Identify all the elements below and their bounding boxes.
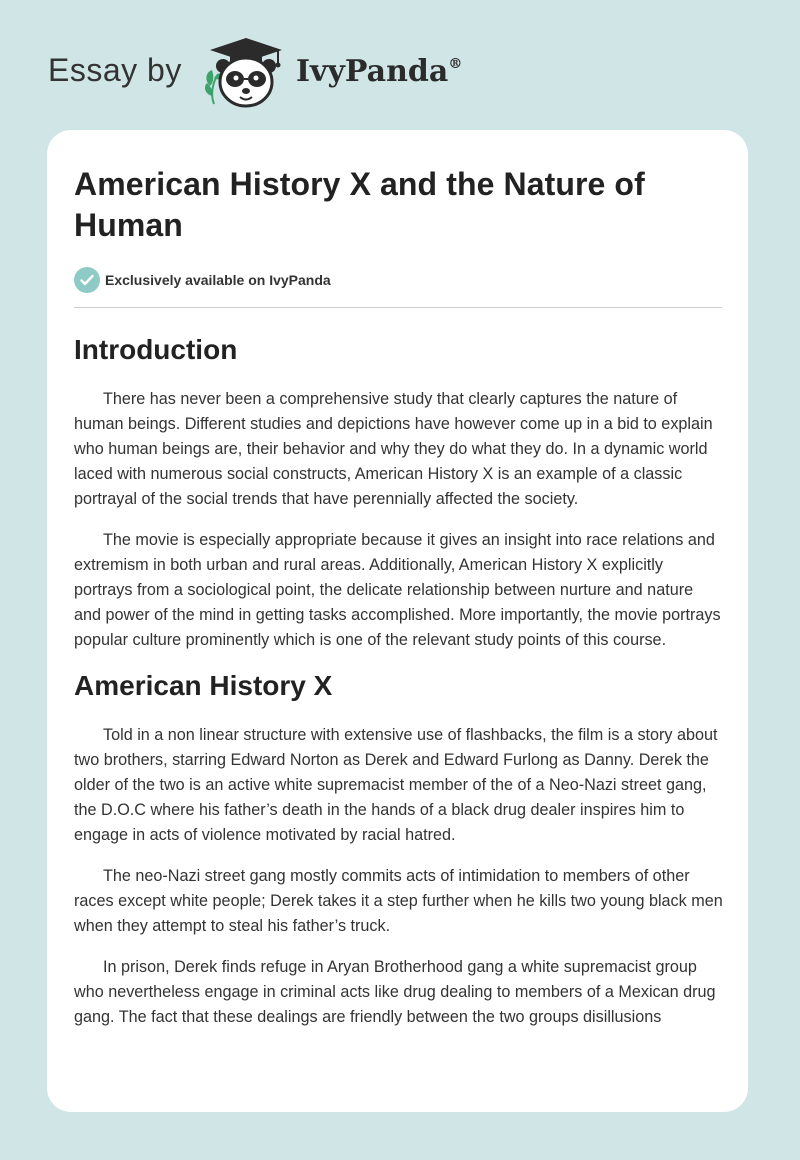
paragraph: In prison, Derek finds refuge in Aryan Brotherhood gang a white supremacist group who nevertheless engage in criminal acts like drug dealing to members of a Mexican drug gang. The fact that these dealings are friendly between the two groups disillusions [74, 958, 716, 1026]
section-heading-american-history-x: American History X [74, 670, 333, 701]
site-header [0, 0, 800, 130]
paragraph: There has never been a comprehensive study that clearly captures the nature of human beings. Different studies and depictions have however come up in a bid to explain who human beings are, their behavior and why they do what they do. In a dynamic world laced with numerous social constructs, American History X is an example of a classic portrayal of the social trends that have perennially affected the society. [74, 390, 713, 508]
ivypanda-logo-icon[interactable] [200, 34, 292, 110]
page-title: American History X and the Nature of Human [74, 166, 645, 243]
exclusive-badge [74, 266, 722, 294]
divider [74, 307, 722, 308]
registered-mark: ® [448, 56, 463, 72]
paragraph: The neo-Nazi street gang mostly commits acts of intimidation to members of other races except white people; Derek takes it a step further when he kills two young black men when they attempt to steal his father’s truck. [74, 867, 723, 935]
brand-name[interactable] [296, 54, 462, 89]
section-american-history-x [74, 723, 722, 1030]
essay-card [47, 130, 748, 1112]
exclusive-label: Exclusively available on IvyPanda [105, 272, 331, 288]
paragraph: The movie is especially appropriate because it gives an insight into race relations and extremism in both urban and rural areas. Additionally, American History X explicitly portrays from a sociological point, the delicate relationship between nurture and nature and power of the mind in getting tasks accomplished. More importantly, the movie portrays popular culture prominently which is one of the relevant study points of this course. [74, 531, 721, 649]
check-circle-icon [74, 267, 100, 293]
essay-by-label: Essay by [48, 52, 182, 88]
paragraph: Told in a non linear structure with extensive use of flashbacks, the film is a story about two brothers, starring Edward Norton as Derek and Edward Furlong as Danny. Derek the older of the two is an active white supremacist member of the of a Neo-Nazi street gang, the D.O.C where his father’s death in the hands of a black drug dealer inspires him to engage in acts of violence motivated by racial hatred. [74, 726, 718, 844]
brand-text: IvyPanda [296, 54, 449, 89]
section-introduction [74, 387, 722, 653]
section-heading-introduction: Introduction [74, 334, 238, 365]
